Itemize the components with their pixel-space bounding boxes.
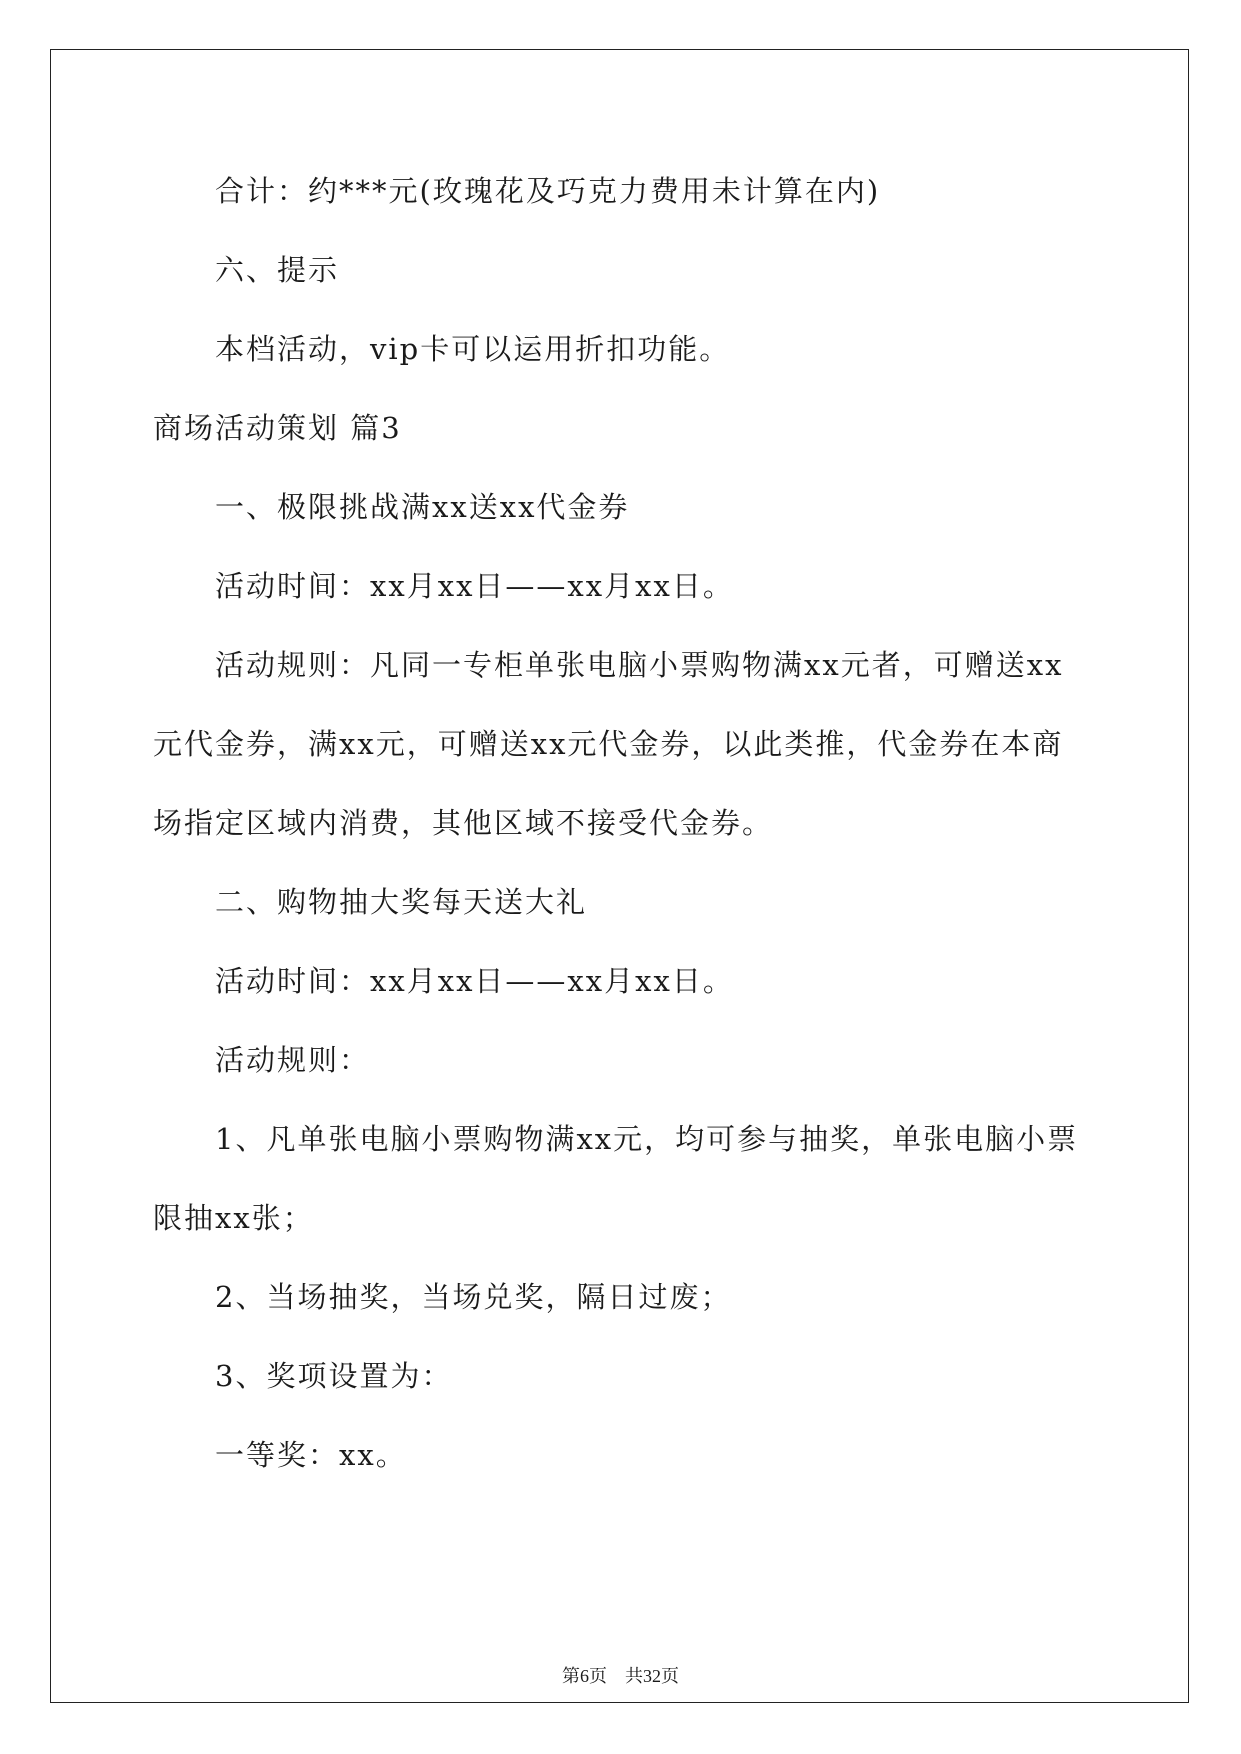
rule-item-1-line1: 1、凡单张电脑小票购物满xx元，均可参与抽奖，单张电脑小票 [215, 1122, 1079, 1156]
rule-item-3: 3、奖项设置为： [215, 1359, 453, 1393]
first-prize-line: 一等奖：xx。 [215, 1438, 407, 1472]
section-heading-tips: 六、提示 [215, 253, 340, 287]
vip-card-note: 本档活动，vip卡可以运用折扣功能。 [215, 332, 731, 366]
section-heading-challenge: 一、极限挑战满xx送xx代金券 [215, 490, 630, 524]
page-footer [0, 1664, 1241, 1688]
activity-time-2: 活动时间：xx月xx日——xx月xx日。 [215, 964, 734, 998]
activity-rules-1-line1: 活动规则：凡同一专柜单张电脑小票购物满xx元者，可赠送xx [215, 648, 1064, 682]
article-title: 商场活动策划 篇3 [153, 411, 402, 445]
activity-rules-2-label: 活动规则： [215, 1043, 371, 1077]
section-heading-lottery: 二、购物抽大奖每天送大礼 [215, 885, 588, 919]
activity-rules-1-line3: 场指定区域内消费，其他区域不接受代金券。 [153, 806, 774, 840]
total-cost-line: 合计：约***元(玫瑰花及巧克力费用未计算在内) [215, 174, 881, 208]
rule-item-1-line2: 限抽xx张； [153, 1201, 314, 1235]
page-total: 共32页 [625, 1666, 679, 1686]
page-number: 第6页 [562, 1666, 607, 1686]
activity-time-1: 活动时间：xx月xx日——xx月xx日。 [215, 569, 734, 603]
activity-rules-1-line2: 元代金券，满xx元，可赠送xx元代金券，以此类推，代金券在本商 [153, 727, 1064, 761]
rule-item-2: 2、当场抽奖，当场兑奖，隔日过废； [215, 1280, 732, 1314]
